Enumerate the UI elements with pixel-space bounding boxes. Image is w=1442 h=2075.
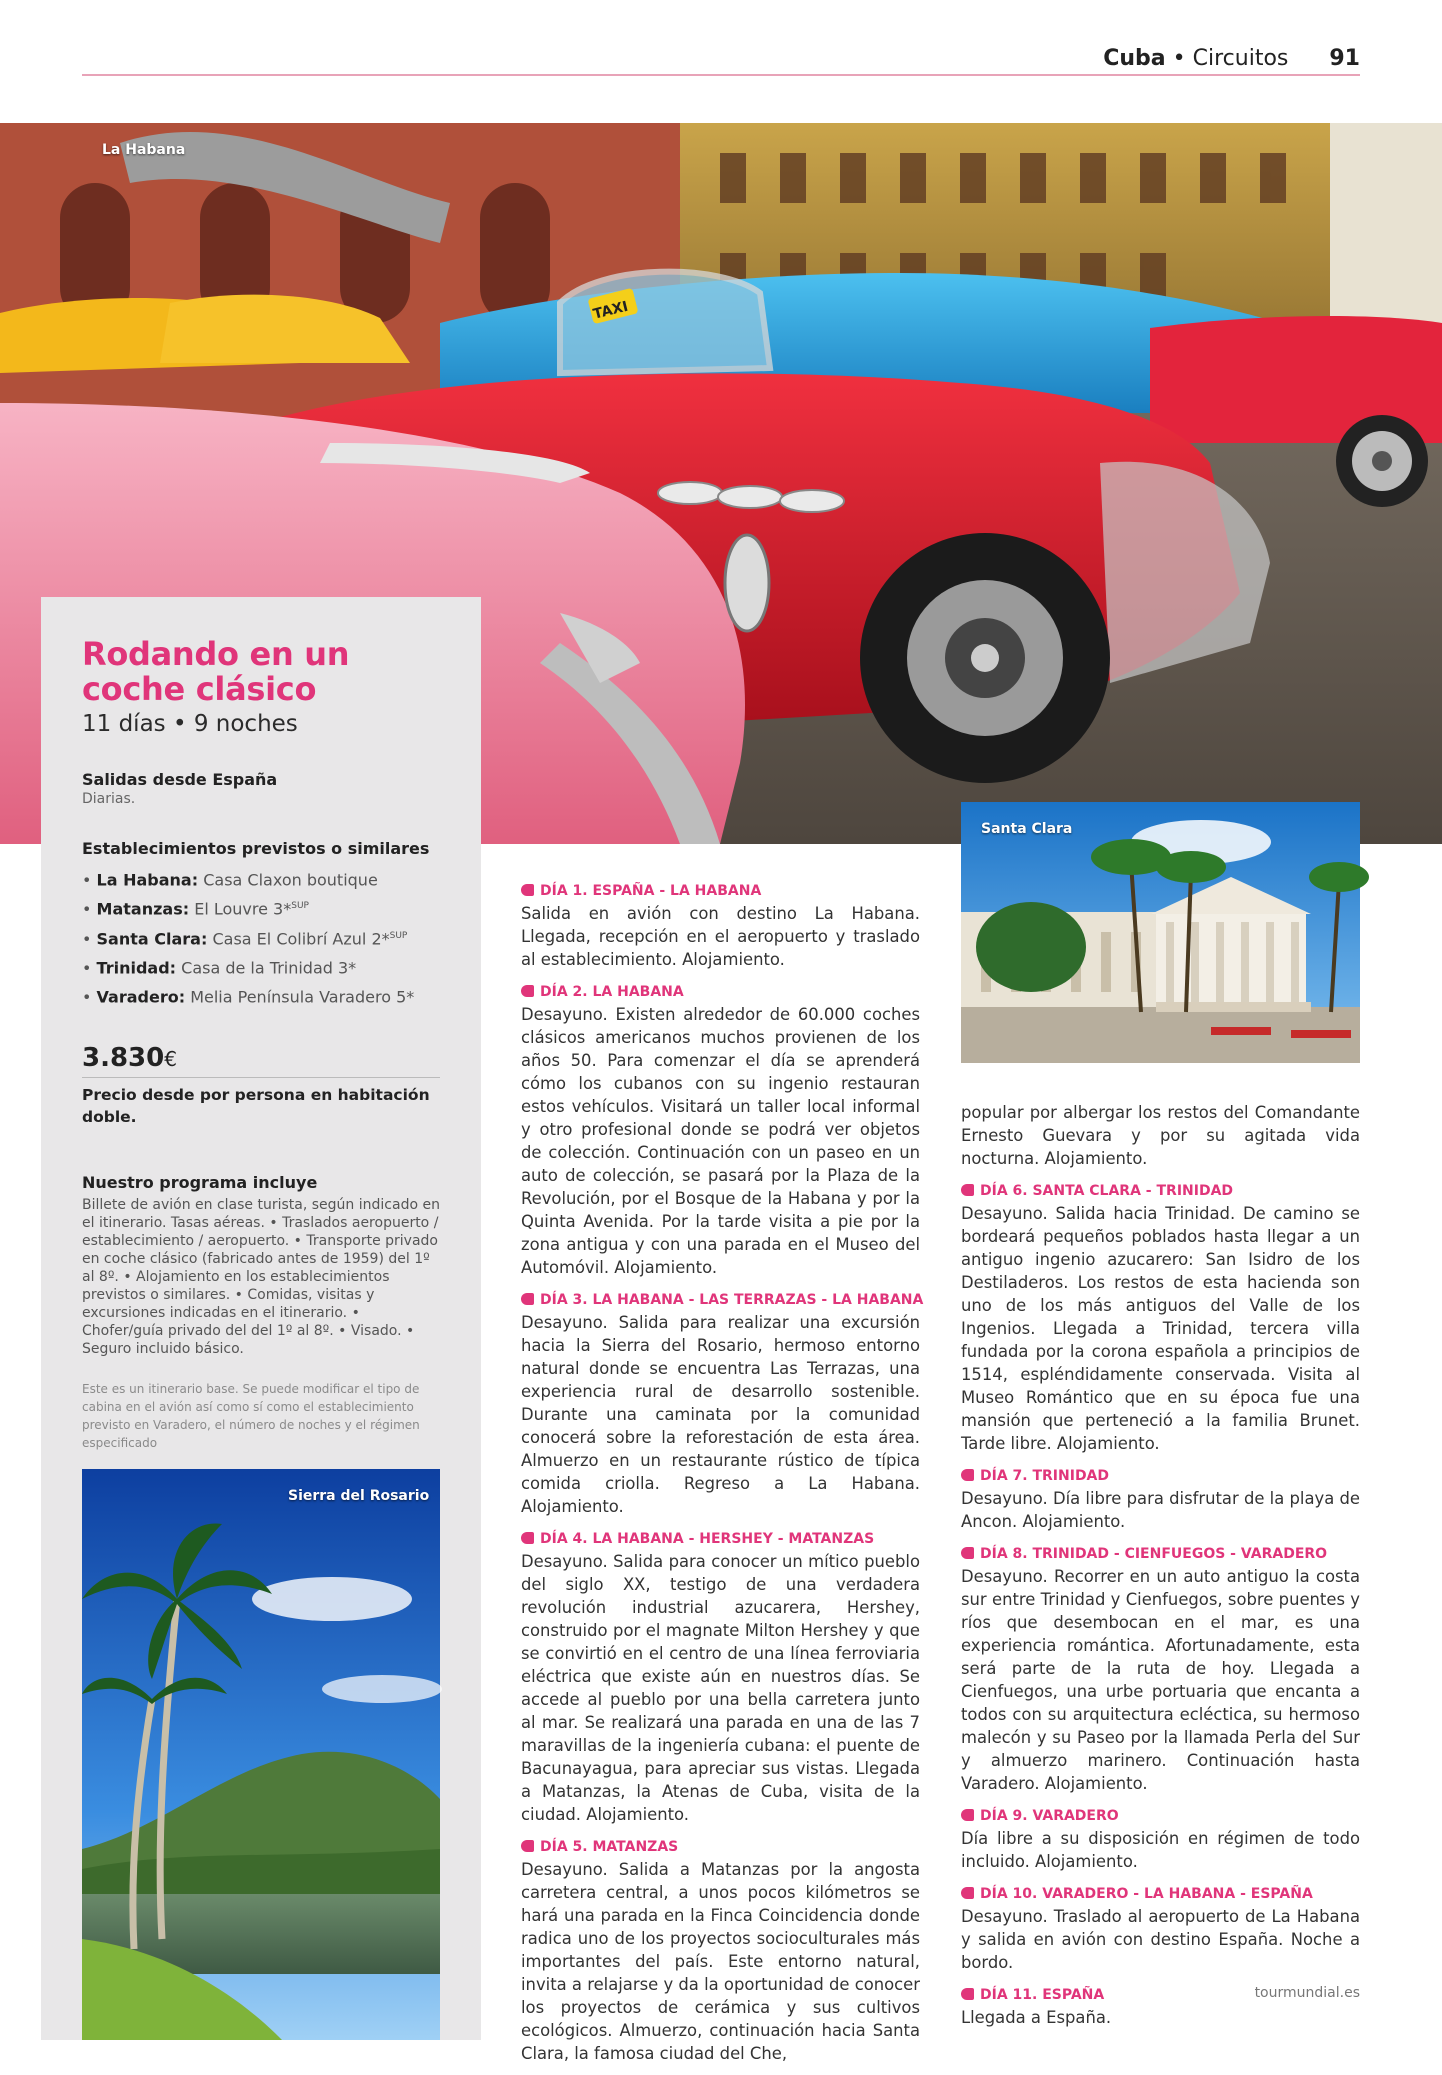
hero-caption: La Habana: [102, 142, 186, 158]
day-bullet-icon: [521, 1532, 534, 1544]
departures-block: [82, 770, 440, 807]
hotel-city: La Habana:: [96, 870, 199, 890]
header-section: Circuitos: [1192, 46, 1289, 71]
day-title-text: DÍA 3. LA HABANA - LAS TERRAZAS - LA HABANA: [540, 1292, 924, 1308]
day-title: [521, 1836, 920, 1858]
santa-clara-caption: Santa Clara: [981, 821, 1073, 837]
price-value: [82, 1043, 440, 1078]
itinerary-column-2: [961, 1101, 1360, 2039]
header-separator: •: [1172, 46, 1186, 71]
trip-title: Rodando en un coche clásico: [82, 635, 350, 708]
day-text: Salida en avión con destino La Habana. Llegada, recepción en el aeropuerto y traslado al establecimiento. Alojamiento.: [521, 904, 920, 969]
hotel-name: Casa El Colibrí Azul 2*: [212, 928, 390, 948]
includes-block: [82, 1173, 440, 1358]
day-text: Desayuno. Salida para conocer un mítico pueblo del siglo XX, testigo de una verdadera revolución industrial azucarera, Hershey, construido por el magnate Milton Hershey y que se convirtió en el centro de una línea ferroviaria eléctrica que existe aún en nuestros días. Se accede al pueblo por una bella carretera junto al mar. Se realizará una parada en una de las 7 maravillas de la ingeniería cubana: el puente de Bacunayagua, para apreciar sus vistas. Llegada a Matanzas, la Atenas de Cuba, visita de la ciudad. Alojamiento.: [521, 1552, 920, 1824]
day-bullet-icon: [961, 1469, 974, 1481]
header-breadcrumb: [1103, 46, 1360, 71]
day-title-text: DÍA 6. SANTA CLARA - TRINIDAD: [980, 1183, 1234, 1199]
hotel-name: Casa Claxon boutique: [203, 870, 378, 890]
day-text: Llegada a España.: [961, 2008, 1112, 2027]
day-title-text: DÍA 10. VARADERO - LA HABANA - ESPAÑA: [980, 1886, 1313, 1902]
taxi-sign: TAXI: [591, 298, 630, 323]
header-country: Cuba: [1103, 46, 1166, 71]
hotel-city: Matanzas:: [96, 899, 190, 919]
day-bullet-icon: [961, 1547, 974, 1559]
hotel-item: • La Habana: Casa Claxon boutique: [82, 870, 378, 890]
day-bullet-icon: [961, 1887, 974, 1899]
day-bullet-icon: [521, 884, 534, 896]
itinerary-day: [521, 880, 920, 971]
day-text: Desayuno. Salida para realizar una excursión hacia la Sierra del Rosario, hermoso entorno natural donde se encuentra Las Terrazas, una experiencia rural de desarrollo sostenible. Durante una caminata por la comunidad conocerá sobre la reforestación de esta área. Almuerzo en un restaurante rústico de típica comida criolla. Regreso a La Habana. Alojamiento.: [521, 1313, 920, 1516]
day-text: Desayuno. Salida hacia Trinidad. De camino se bordeará pequeños poblados hasta llegar a un antiguo ingenio azucarero: San Isidro de los Destiladeros. Los restos de esta hacienda son uno de los más antiguos del Valle de los Ingenios. Llegada a Trinidad, tercera villa fundada por la corona española a principios de 1514, espléndidamente conservada. Visita al Museo Romántico que en su época fue una mansión que perteneció a la familia Brunet. Tarde libre. Alojamiento.: [961, 1204, 1360, 1453]
day-title-text: DÍA 1. ESPAÑA - LA HABANA: [540, 883, 762, 899]
day-title-text: DÍA 9. VARADERO: [980, 1808, 1119, 1824]
day-text: Día libre a su disposición en régimen de todo incluido. Alojamiento.: [961, 1829, 1360, 1871]
day-title-text: DÍA 8. TRINIDAD - CIENFUEGOS - VARADERO: [980, 1546, 1328, 1562]
hotel-city: Trinidad:: [96, 958, 177, 978]
day-bullet-icon: [521, 985, 534, 997]
itinerary-day: [521, 1836, 920, 2065]
santa-clara-photo: [961, 802, 1360, 1063]
itinerary-day: [521, 1289, 924, 1518]
day-text: Desayuno. Recorrer en un auto antiguo la costa sur entre Trinidad y Cienfuegos, sobre puentes y ríos que desembocan en el mar, es una experiencia romántica. Afortunadamente, esta será parte de la ruta de hoy. Llegada a Cienfuegos, una urbe portuaria que encanta a todos con su arquitectura ecléctica, su hermoso malecón y su Paseo por la llamada Perla del Sur y almuerzo marinero. Continuación hasta Varadero. Alojamiento.: [961, 1567, 1360, 1793]
itinerary-day: [961, 1805, 1360, 1873]
day-text: Desayuno. Día libre para disfrutar de la playa de Ancon. Alojamiento.: [961, 1489, 1360, 1531]
page-header: [82, 42, 1360, 76]
day-title-text: DÍA 5. MATANZAS: [540, 1839, 679, 1855]
hotel-item: • Matanzas: El Louvre 3*$^{SUP}$: [82, 899, 309, 919]
hotel-city: Santa Clara:: [96, 928, 208, 948]
includes-title: Nuestro programa incluye: [82, 1172, 318, 1192]
day-bullet-icon: [961, 1184, 974, 1196]
departures-title: Salidas desde España: [82, 770, 278, 789]
itinerary-note: Este es un itinerario base. Se puede modificar el tipo de cabina en el avión así como sí como el establecimiento previsto en Varadero, el número de noches y el régimen especificado: [82, 1381, 420, 1450]
day-text-continuation: popular por albergar los restos del Comandante Ernesto Guevara y por su agitada vida nocturna. Alojamiento.: [961, 1103, 1360, 1168]
hotel-item: • Varadero: Melia Península Varadero 5*: [82, 987, 415, 1007]
santa-clara-illustration: [961, 802, 1360, 1063]
price-block: [82, 1043, 440, 1128]
itinerary-day: [961, 1465, 1360, 1533]
itinerary-day: [961, 1180, 1360, 1455]
day-bullet-icon: [961, 1809, 974, 1821]
itinerary-day: [521, 981, 920, 1279]
itinerary-day: [961, 1883, 1360, 1974]
day-bullet-icon: [521, 1840, 534, 1852]
day-title: [961, 1543, 1360, 1565]
day-text: Desayuno. Traslado al aeropuerto de La Habana y salida en avión con destino España. Noche a bordo.: [961, 1907, 1360, 1972]
day-title-text: DÍA 4. LA HABANA - HERSHEY - MATANZAS: [540, 1531, 875, 1547]
hotel-category-sup: SUP: [291, 901, 309, 912]
departures-value: Diarias.: [82, 791, 136, 807]
info-panel-content: [82, 637, 440, 1452]
hotel-name: Melia Península Varadero 5*: [190, 987, 415, 1007]
hotel-name: Casa de la Trinidad 3*: [181, 958, 357, 978]
hotel-name: El Louvre 3*: [194, 899, 292, 919]
hotel-item: • Santa Clara: Casa El Colibrí Azul 2*$^{SUP}$: [82, 928, 408, 948]
price-amount: 3.830: [82, 1042, 165, 1073]
day-title: [961, 1883, 1360, 1905]
day-title: [961, 1180, 1360, 1202]
day-title-text: DÍA 2. LA HABANA: [540, 984, 684, 1000]
day-text: Desayuno. Salida a Matanzas por la angosta carretera central, a unos pocos kilómetros se hará una parada en la Finca Coincidencia donde radica uno de los proyectos socioculturales más importantes del país. Este entorno natural, invita a relajarse y da la oportunidad de conocer los proyectos de cerámica y sus cultivos ecológicos. Almuerzo, continuación hacia Santa Clara, la famosa ciudad del Che,: [521, 1860, 920, 2063]
sierra-del-rosario-photo: [82, 1469, 440, 2040]
day-title: [521, 1289, 924, 1311]
trip-duration: 11 días • 9 noches: [82, 711, 298, 737]
includes-text: Billete de avión en clase turista, según indicado en el itinerario. Tasas aéreas. • Traslados aeropuerto / establecimiento / aeropuerto. • Transporte privado en coche clásico (fabricado antes de 1959) del 1º al 8º. • Alojamiento en los establecimientos previstos o similares. • Comidas, visitas y excursiones indicadas en el itinerario. • Chofer/guía privado del del 1º al 8º. • Visado. • Seguro incluido básico.: [82, 1196, 440, 1357]
hotels-list: [82, 864, 440, 1011]
sierra-caption: Sierra del Rosario: [288, 1488, 430, 1504]
hotels-block: [82, 839, 440, 1011]
day-title-text: DÍA 11. ESPAÑA: [980, 1987, 1105, 2003]
day-title-text: DÍA 7. TRINIDAD: [980, 1468, 1110, 1484]
hotel-item: • Trinidad: Casa de la Trinidad 3*: [82, 958, 357, 978]
day-title: [521, 880, 920, 902]
itinerary-day: [961, 1543, 1360, 1795]
day-title: [521, 1528, 920, 1550]
footer-website[interactable]: tourmundial.es: [1254, 1985, 1360, 2001]
price-currency: €: [164, 1046, 177, 1071]
price-description: Precio desde por persona en habitación doble.: [82, 1085, 430, 1126]
day-title: [961, 1805, 1360, 1827]
day-bullet-icon: [521, 1293, 534, 1305]
itinerary-column-1: [521, 880, 924, 2075]
day-title: [961, 1465, 1360, 1487]
page-number: 91: [1329, 46, 1360, 71]
sierra-illustration: [82, 1469, 440, 2040]
hotel-city: Varadero:: [96, 987, 186, 1007]
hotels-title: Establecimientos previstos o similares: [82, 839, 430, 858]
hotel-category-sup: SUP: [389, 930, 408, 941]
day-text: Desayuno. Existen alrededor de 60.000 coches clásicos americanos muchos provienen de los años 50. Para comenzar el día se aprenderá cómo los cubanos con su ingenio restauran estos vehículos. Visitará un taller local informal y otro profesional donde se podrá ver objetos de colección. Continuación con un paseo en un auto de colección, se pasará por la Plaza de la Revolución, por el Bosque de la Habana y por la Quinta Avenida. Por la tarde visita a pie por la zona antigua y con una parada en el Museo del Automóvil. Alojamiento.: [521, 1005, 920, 1277]
itinerary-day: [521, 1528, 920, 1826]
day-bullet-icon: [961, 1988, 974, 2000]
day-title: [521, 981, 920, 1003]
